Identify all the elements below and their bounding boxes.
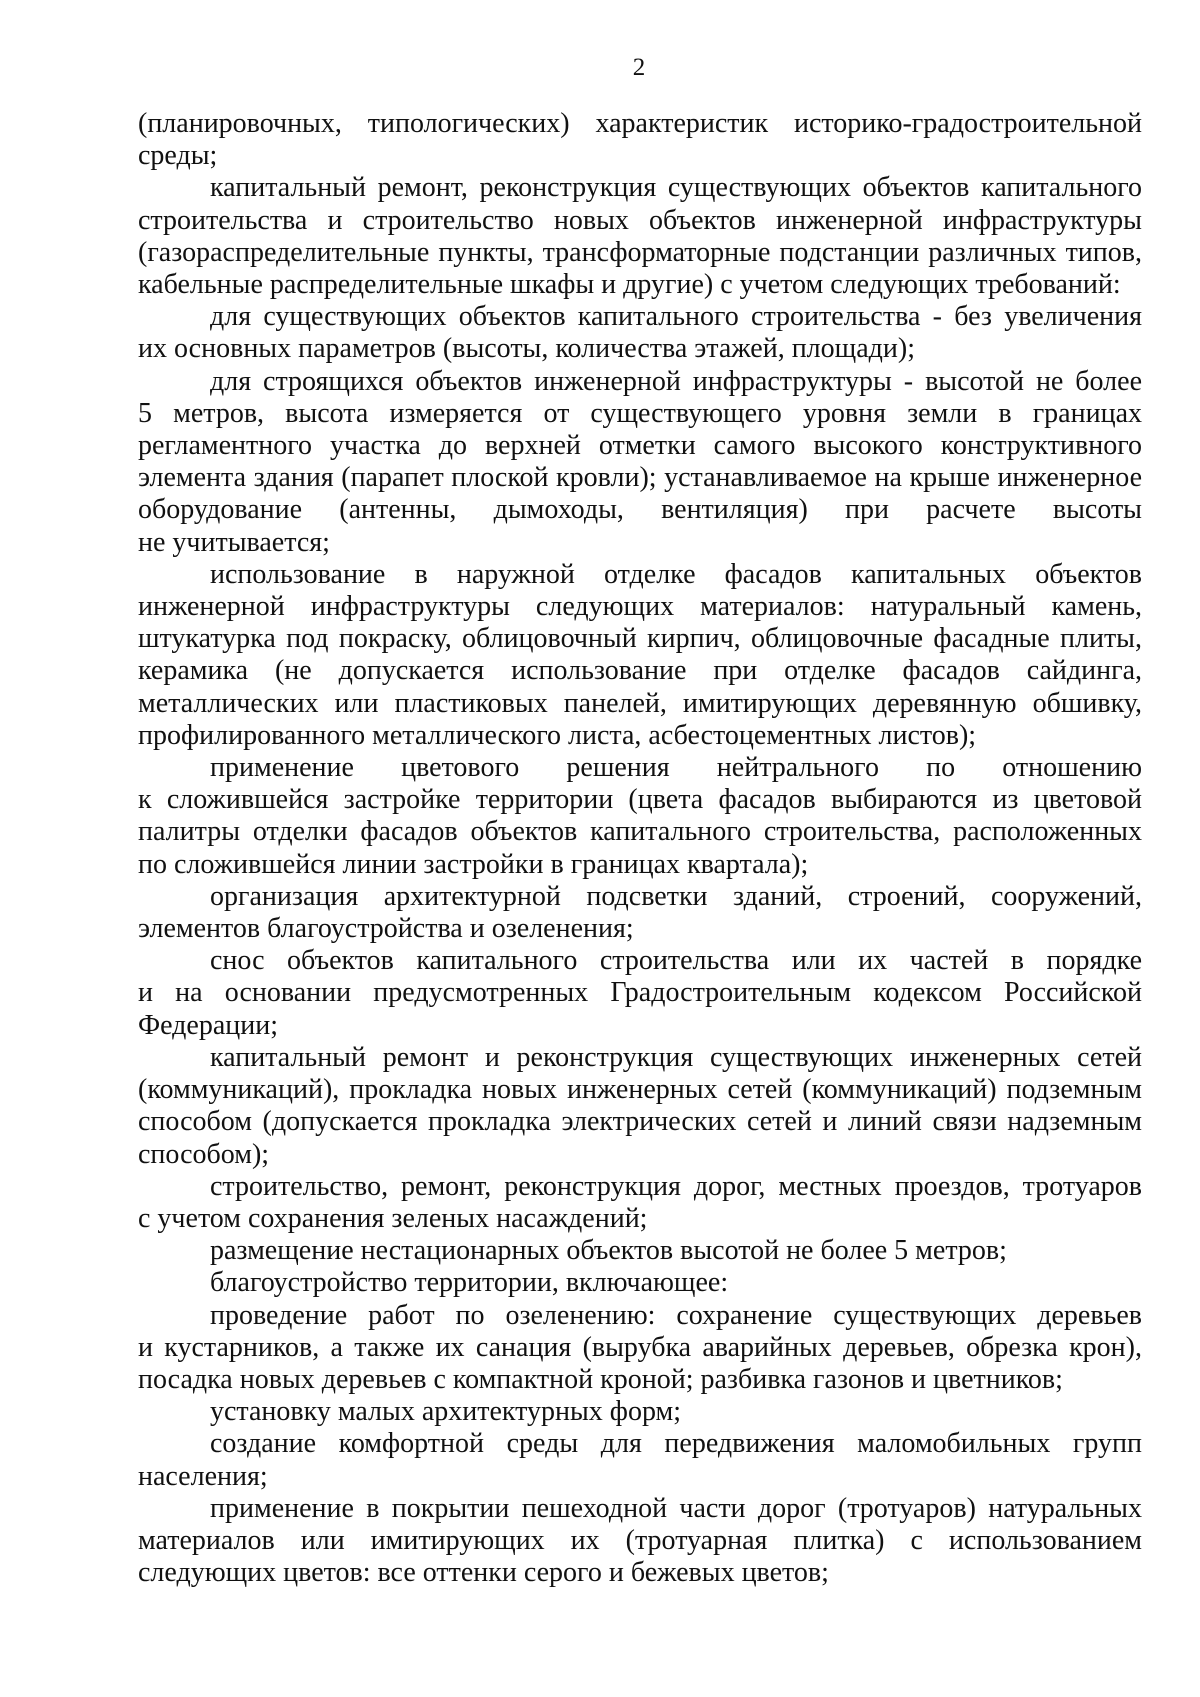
text-line: способом (допускается прокладка электрических сетей и линий связи надземным [138, 1106, 1142, 1138]
text-line: по сложившейся линии застройки в границах квартала); [138, 848, 809, 880]
text-line: и кустарников, а также их санация (вырубка аварийных деревьев, обрезка крон), [138, 1331, 1142, 1363]
text-line: (коммуникаций), прокладка новых инженерных сетей (коммуникаций) подземным [138, 1074, 1142, 1106]
text-line: населения; [138, 1460, 268, 1492]
paragraph [138, 1171, 1142, 1235]
text-line: материалов или имитирующих их (тротуарная плитка) с использованием [138, 1524, 1142, 1556]
text-line: не учитывается; [138, 526, 330, 558]
text-line: для строящихся объектов инженерной инфраструктуры - высотой не более [210, 365, 1142, 397]
text-line: установку малых архитектурных форм; [210, 1396, 682, 1428]
text-line: палитры отделки фасадов объектов капитального строительства, расположенных [138, 816, 1142, 848]
text-line: регламентного участка до верхней отметки самого высокого конструктивного [138, 430, 1142, 462]
text-line: их основных параметров (высоты, количества этажей, площади); [138, 333, 915, 365]
text-line: применение цветового решения нейтрального по отношению [210, 752, 1142, 784]
text-line: керамика (не допускается использование при отделке фасадов сайдинга, [138, 655, 1142, 687]
text-line: строительства и строительство новых объектов инженерной инфраструктуры [138, 204, 1142, 236]
document-body [138, 108, 1142, 1589]
text-line: капитальный ремонт и реконструкция существующих инженерных сетей [210, 1041, 1142, 1073]
text-line: организация архитектурной подсветки зданий, строений, сооружений, [210, 880, 1142, 912]
text-line: кабельные распределительные шкафы и другие) с учетом следующих требований: [138, 269, 1121, 301]
text-line: благоустройство территории, включающее: [210, 1267, 729, 1299]
text-line: капитальный ремонт, реконструкция существующих объектов капитального [210, 172, 1142, 204]
text-line: элемента здания (парапет плоской кровли); устанавливаемое на крыше инженерное [138, 462, 1142, 494]
paragraph [138, 1042, 1142, 1171]
paragraph [138, 1300, 1142, 1397]
text-line: строительство, ремонт, реконструкция дорог, местных проездов, тротуаров [210, 1170, 1142, 1202]
text-line: снос объектов капитального строительства или их частей в порядке [210, 945, 1142, 977]
paragraph [138, 108, 1142, 172]
paragraph [138, 1428, 1142, 1492]
text-line: металлических или пластиковых панелей, имитирующих деревянную обшивку, [138, 687, 1142, 719]
text-line: инженерной инфраструктуры следующих материалов: натуральный камень, [138, 591, 1142, 623]
text-line: профилированного металлического листа, асбестоцементных листов); [138, 719, 977, 751]
paragraph [138, 1235, 1142, 1267]
text-line: для существующих объектов капитального строительства - без увеличения [210, 301, 1142, 333]
text-line: (газораспределительные пункты, трансформаторные подстанции различных типов, [138, 236, 1142, 268]
text-line: следующих цветов: все оттенки серого и бежевых цветов; [138, 1557, 829, 1589]
text-line: применение в покрытии пешеходной части дорог (тротуаров) натуральных [210, 1492, 1142, 1524]
text-line: способом); [138, 1138, 270, 1170]
paragraph [138, 1396, 1142, 1428]
paragraph [138, 172, 1142, 301]
text-line: к сложившейся застройке территории (цвета фасадов выбираются из цветовой [138, 784, 1142, 816]
text-line: 5 метров, высота измеряется от существующего уровня земли в границах [138, 397, 1142, 429]
text-line: штукатурка под покраску, облицовочный кирпич, облицовочные фасадные плиты, [138, 623, 1142, 655]
text-line: проведение работ по озеленению: сохранение существующих деревьев [210, 1299, 1142, 1331]
paragraph [138, 366, 1142, 559]
text-line: использование в наружной отделке фасадов капитальных объектов [210, 558, 1142, 590]
text-line: создание комфортной среды для передвижения маломобильных групп [210, 1428, 1142, 1460]
paragraph [138, 752, 1142, 881]
paragraph [138, 301, 1142, 365]
paragraph [138, 1493, 1142, 1590]
text-line: посадка новых деревьев с компактной кроной; разбивка газонов и цветников; [138, 1363, 1063, 1395]
text-line: (планировочных, типологических) характеристик историко-градостроительной [138, 108, 1142, 139]
text-line: элементов благоустройства и озеленения; [138, 913, 634, 945]
paragraph [138, 881, 1142, 945]
text-line: с учетом сохранения зеленых насаждений; [138, 1202, 648, 1234]
text-line: оборудование (антенны, дымоходы, вентиляция) при расчете высоты [138, 494, 1142, 526]
text-line: размещение нестационарных объектов высотой не более 5 метров; [210, 1235, 1007, 1267]
page-number: 2 [632, 54, 646, 81]
paragraph [138, 945, 1142, 1042]
paragraph [138, 559, 1142, 752]
text-line: среды; [138, 140, 218, 172]
paragraph [138, 1267, 1142, 1299]
text-line: Федерации; [138, 1009, 279, 1041]
text-line: и на основании предусмотренных Градостроительным кодексом Российской [138, 977, 1142, 1009]
